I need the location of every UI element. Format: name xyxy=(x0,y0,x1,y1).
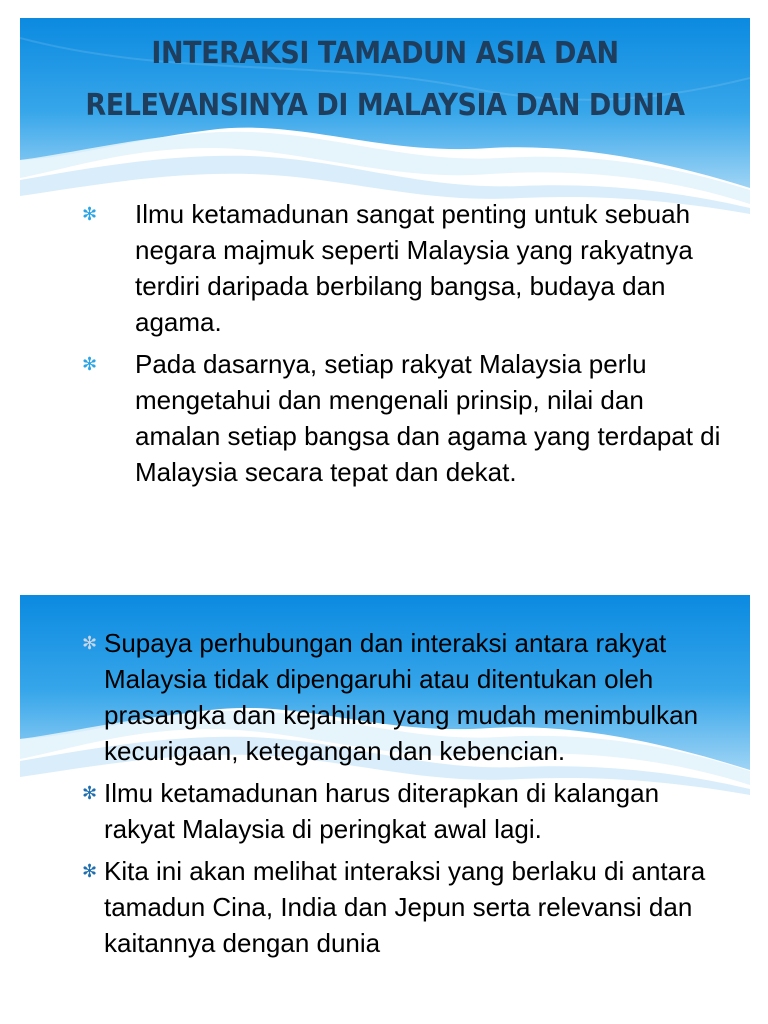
bullet-item xyxy=(82,346,725,490)
asterisk-bullet-icon: ✻ xyxy=(82,354,98,374)
bullet-text: Ilmu ketamadunan sangat penting untuk sebuah negara majmuk seperti Malaysia yang rakyatnya terdiri daripada berbilang bangsa, budaya dan agama. xyxy=(135,199,693,337)
slide-title: INTERAKSI TAMADUN ASIA DAN RELEVANSINYA DI MALAYSIA DAN DUNIA xyxy=(85,36,685,123)
bullet-text: Pada dasarnya, setiap rakyat Malaysia perlu mengetahui dan mengenali prinsip, nilai dan amalan setiap bangsa dan agama yang terdapat di Malaysia secara tepat dan dekat. xyxy=(135,349,721,487)
bullet-item xyxy=(82,853,724,961)
asterisk-bullet-icon: ✻ xyxy=(82,204,98,224)
slide-1 xyxy=(20,18,750,563)
bullet-item xyxy=(82,196,725,340)
slide-2 xyxy=(20,595,750,1024)
bullet-item xyxy=(82,775,724,847)
asterisk-bullet-icon: ✻ xyxy=(82,861,98,881)
bullet-text: Ilmu ketamadunan harus diterapkan di kalangan rakyat Malaysia di peringkat awal lagi. xyxy=(104,778,660,844)
asterisk-bullet-icon: ✻ xyxy=(82,633,98,653)
bullet-list xyxy=(82,196,725,496)
bullet-text: Kita ini akan melihat interaksi yang berlaku di antara tamadun Cina, India dan Jepun serta relevansi dan kaitannya dengan dunia xyxy=(104,856,706,958)
bullet-text: Supaya perhubungan dan interaksi antara rakyat Malaysia tidak dipengaruhi atau ditentukan oleh prasangka dan kejahilan yang mudah menimbulkan kecurigaan, ketegangan dan kebencian. xyxy=(104,628,699,766)
bullet-list xyxy=(82,625,724,967)
asterisk-bullet-icon: ✻ xyxy=(82,783,98,803)
bullet-item xyxy=(82,625,724,769)
